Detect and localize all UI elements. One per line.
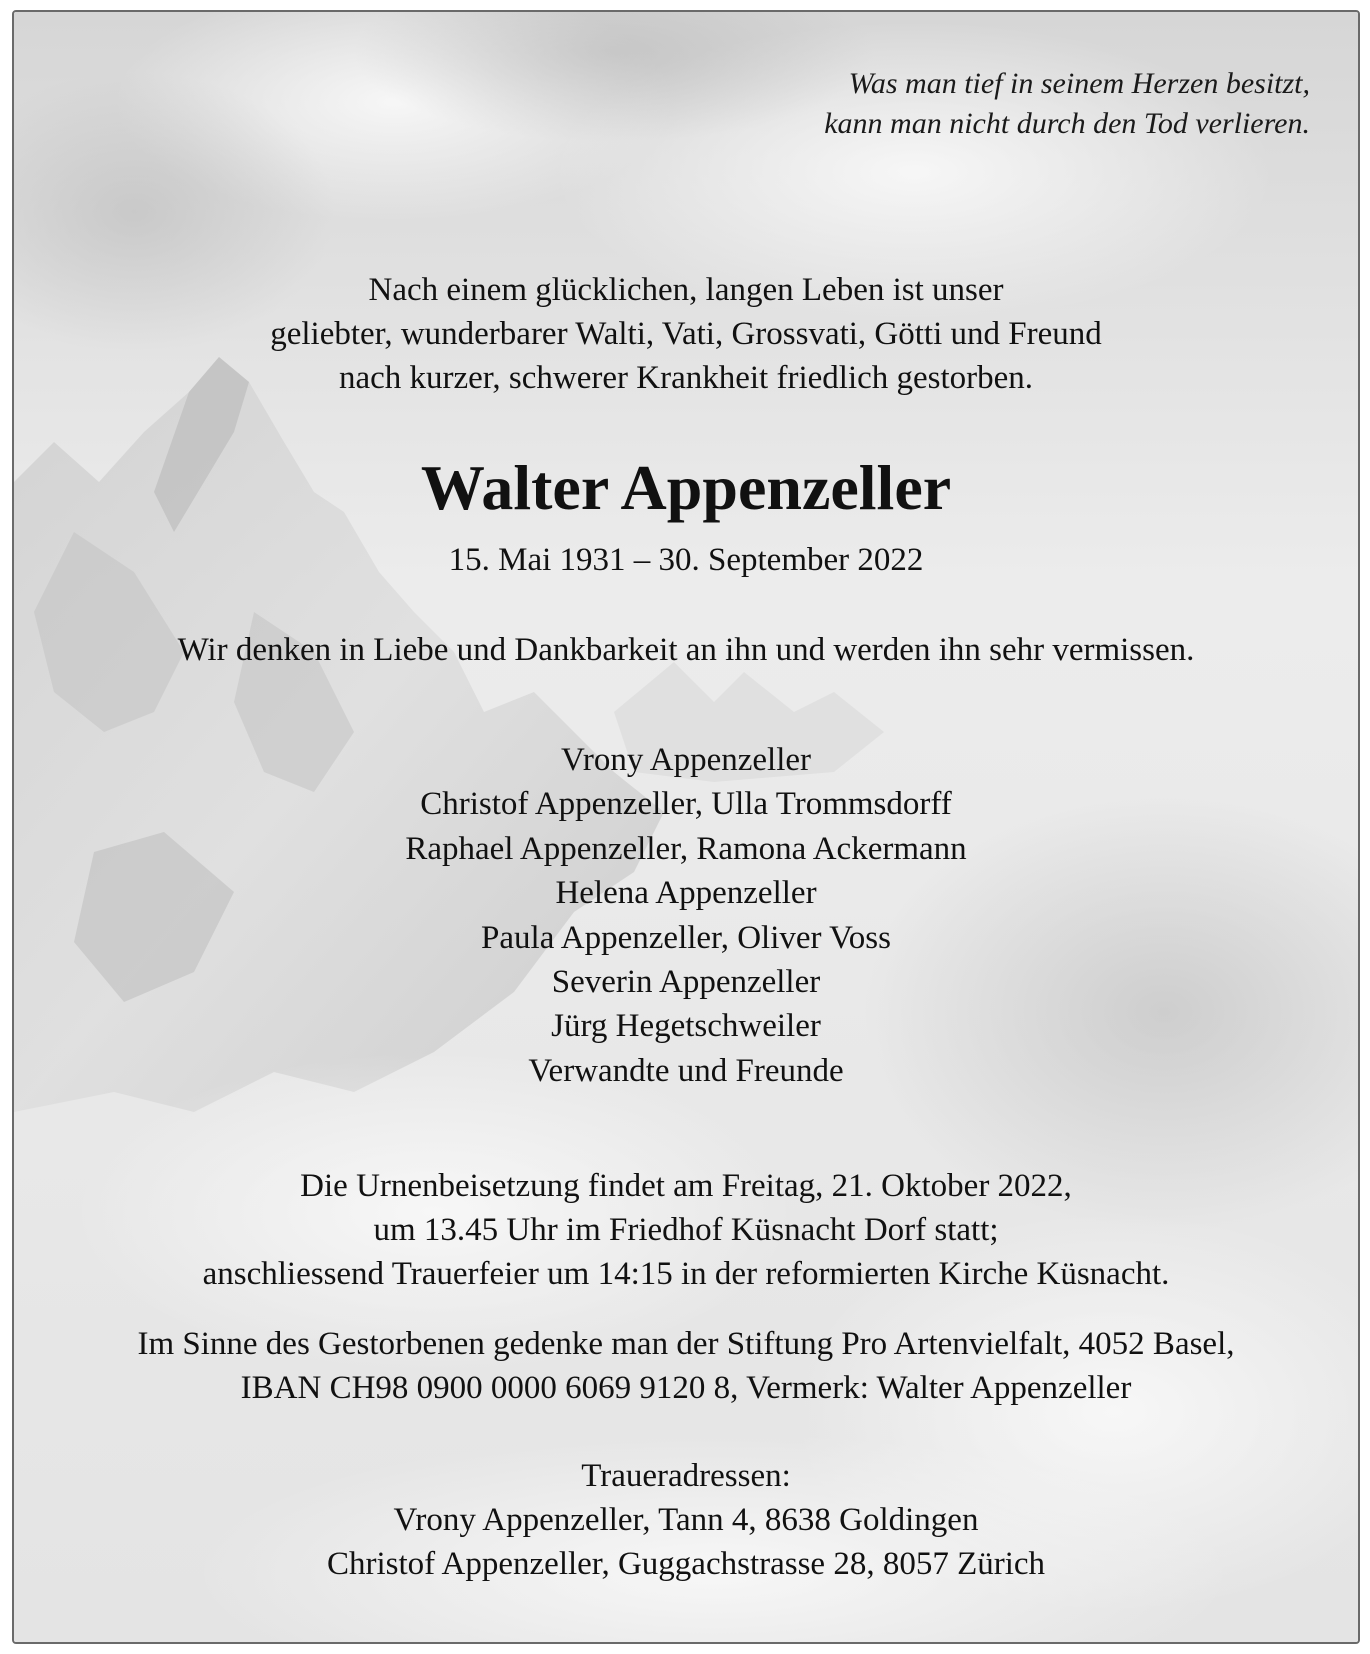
donation-line-1: Im Sinne des Gestorbenen gedenke man der Stiftung Pro Artenvielfalt, 4052 Basel, xyxy=(137,1326,1235,1362)
address-item: Vrony Appenzeller, Tann 4, 8638 Goldingen xyxy=(393,1502,979,1538)
intro-line-1: Nach einem glücklichen, langen Leben ist unser xyxy=(368,272,1004,308)
motto-line-2: kann man nicht durch den Tod verlieren. xyxy=(824,107,1310,140)
mourner-item: Raphael Appenzeller, Ramona Ackermann xyxy=(405,830,967,867)
donation-notice xyxy=(14,1322,1358,1410)
motto-quote xyxy=(824,64,1310,144)
donation-line-2: IBAN CH98 0900 0000 6069 9120 8, Vermerk: Walter Appenzeller xyxy=(240,1370,1132,1406)
mourning-addresses xyxy=(14,1454,1358,1586)
obituary-card xyxy=(12,10,1360,1644)
addresses-heading: Traueradressen: xyxy=(581,1458,791,1494)
intro-line-2: geliebter, wunderbarer Walti, Vati, Grossvati, Götti und Freund xyxy=(270,316,1102,352)
mourner-item: Severin Appenzeller xyxy=(551,964,821,1001)
mourner-item: Helena Appenzeller xyxy=(555,875,817,912)
mourner-item: Christof Appenzeller, Ulla Trommsdorff xyxy=(420,786,952,823)
service-line-1: Die Urnenbeisetzung findet am Freitag, 21. Oktober 2022, xyxy=(300,1168,1072,1204)
mourner-item: Jürg Hegetschweiler xyxy=(551,1008,821,1045)
motto-line-1: Was man tief in seinem Herzen besitzt, xyxy=(848,67,1310,100)
life-dates: 15. Mai 1931 – 30. September 2022 xyxy=(448,542,924,578)
mourner-item: Vrony Appenzeller xyxy=(560,742,811,778)
mourners-list xyxy=(14,738,1358,1093)
service-line-3: anschliessend Trauerfeier um 14:15 in der reformierten Kirche Küsnacht. xyxy=(202,1256,1170,1292)
deceased-name: Walter Appenzeller xyxy=(420,452,952,523)
intro-paragraph xyxy=(14,268,1358,400)
intro-line-3: nach kurzer, schwerer Krankheit friedlich gestorben. xyxy=(338,360,1034,396)
mourner-item: Verwandte und Freunde xyxy=(528,1052,844,1089)
address-item: Christof Appenzeller, Guggachstrasse 28, 8057 Zürich xyxy=(326,1546,1046,1582)
remembrance-text: Wir denken in Liebe und Dankbarkeit an ihn und werden ihn sehr vermissen. xyxy=(177,632,1195,668)
mourner-item: Paula Appenzeller, Oliver Voss xyxy=(481,919,891,956)
service-details xyxy=(14,1164,1358,1296)
service-line-2: um 13.45 Uhr im Friedhof Küsnacht Dorf statt; xyxy=(373,1212,999,1248)
